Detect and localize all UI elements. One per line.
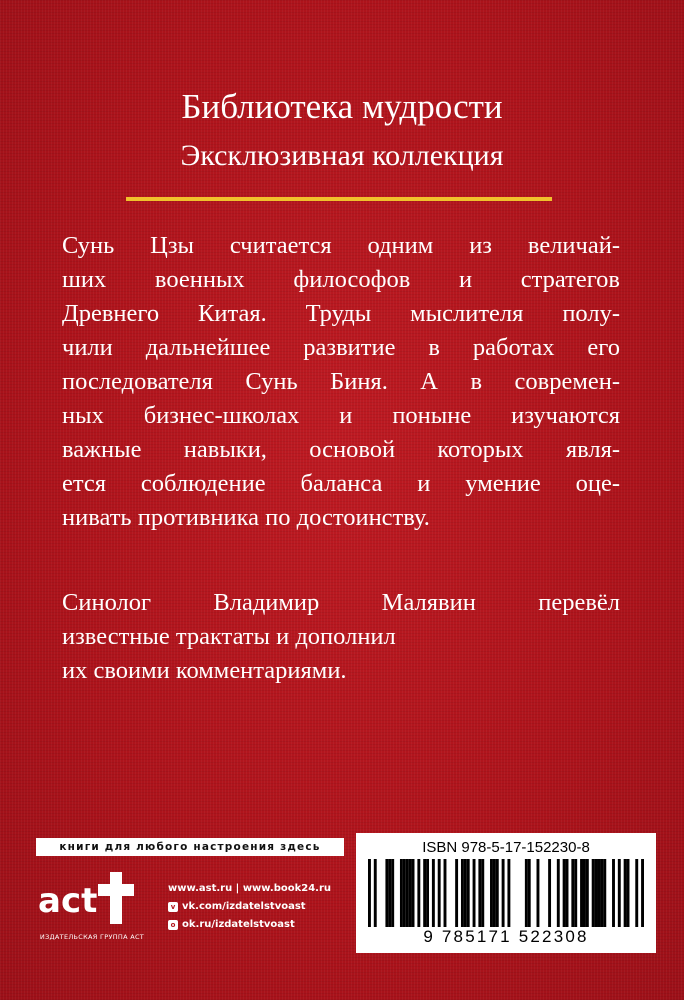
barcode-bar [409,859,412,927]
barcode-bar [496,859,499,927]
barcode-bar [455,859,458,927]
barcode-bar [385,859,388,927]
barcode-bar [438,859,441,927]
barcode-bars [368,859,644,927]
barcode-bar [368,859,371,927]
vk-link[interactable]: vk.com/izdatelstvoast [182,901,306,912]
publisher-tagline: книги для любого настроения здесь [36,838,344,856]
text-line: ных бизнес-школах и поныне изучаются [62,402,620,429]
vk-icon: v [168,902,178,912]
barcode-bar [525,859,528,927]
barcode-bar [473,859,476,927]
text-line: чили дальнейшее развитие в работах его [62,334,620,361]
text-line: ших военных философов и стратегов [62,266,620,293]
barcode-bar [603,859,606,927]
barcode-bar [444,859,447,927]
logo-cross-shape [98,872,134,924]
barcode-bar [566,859,569,927]
barcode-bar [478,859,481,927]
barcode-bar [580,859,583,927]
barcode-bar [574,859,577,927]
ast-logo [36,866,140,936]
barcode-bar [464,859,467,927]
barcode-bar [571,859,574,927]
series-subtitle: Эксклюзивная коллекция [180,139,504,172]
ok-link[interactable]: ok.ru/izdatelstvoast [182,919,295,930]
barcode-bar [467,859,470,927]
barcode-bar [406,859,409,927]
barcode-bar [612,859,615,927]
logo-caption: ИЗДАТЕЛЬСКАЯ ГРУППА АСТ [39,933,145,941]
text-line: их своими комментариями. [62,657,347,684]
barcode-bar [426,859,429,927]
text-line: ется соблюдение баланса и умение оце- [62,470,620,497]
barcode-bar [507,859,510,927]
ok-row[interactable] [168,916,331,934]
logo-text: act [38,881,98,921]
barcode-bar [461,859,464,927]
barcode-bar [563,859,566,927]
barcode-bar [557,859,560,927]
series-title: Библиотека мудрости [181,87,503,126]
barcode-bar [537,859,540,927]
barcode-bar [493,859,496,927]
text-line: нивать противника по достоинству. [62,504,430,531]
barcode-bar [618,859,621,927]
barcode-bar [412,859,415,927]
description-paragraph-1 [62,229,620,535]
barcode-bar [388,859,391,927]
description-paragraph-2 [62,586,620,688]
barcode-bar [374,859,377,927]
barcode-bar [598,859,601,927]
barcode-bar [432,859,435,927]
ok-icon: o [168,920,178,930]
barcode-bar [417,859,420,927]
barcode-bar [502,859,505,927]
isbn-label: ISBN 978-5-17-152230-8 [422,839,590,856]
barcode-bar [400,859,403,927]
barcode-bar [592,859,595,927]
barcode-bar [641,859,644,927]
barcode-bar [595,859,598,927]
text-line: Древнего Китая. Труды мыслителя полу- [62,300,620,327]
publisher-links [168,880,331,934]
text-line: последователя Сунь Биня. А в современ- [62,368,620,395]
websites-row[interactable] [168,880,331,898]
vk-row[interactable] [168,898,331,916]
divider-rule [126,197,552,201]
barcode-panel [356,833,656,953]
barcode-bar [481,859,484,927]
text-line: важные навыки, основой которых явля- [62,436,620,463]
barcode-bar [423,859,426,927]
barcode-bar [490,859,493,927]
barcode-bar [635,859,638,927]
barcode-bar [583,859,586,927]
barcode-bar [627,859,630,927]
barcode-bar [586,859,589,927]
websites-link[interactable]: www.ast.ru | www.book24.ru [168,883,332,894]
barcode-bar [403,859,406,927]
barcode-bar [600,859,603,927]
barcode-bar [391,859,394,927]
barcode-bar [528,859,531,927]
text-line: Сунь Цзы считается одним из величай- [62,232,620,259]
barcode-bar [624,859,627,927]
text-line: известные трактаты и дополнил [62,623,396,650]
barcode-bar [548,859,551,927]
text-line: Синолог Владимир Малявин перевёл [62,589,620,616]
ean-digits: 9 785171 522308 [423,927,589,946]
